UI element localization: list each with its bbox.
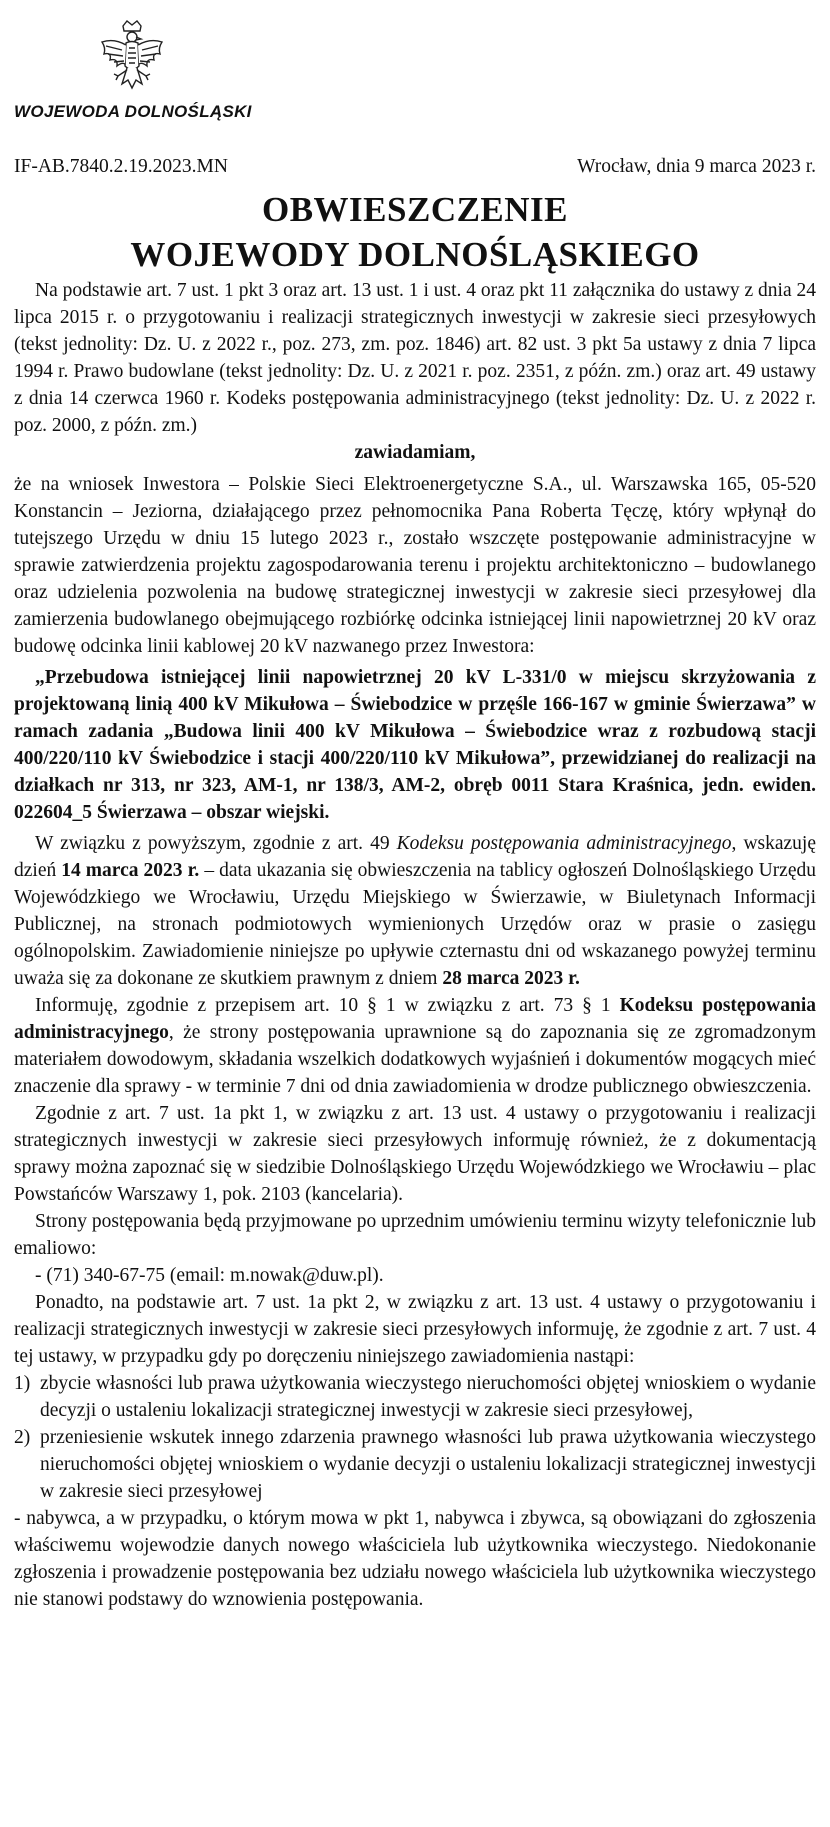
document-title xyxy=(0,187,830,277)
list-item xyxy=(14,1424,816,1505)
p2-text-c: , że strony postępowania uprawnione są do zapoznania się ze zgromadzonym materiałem dowodowym, składania wszelkich dodatkowych wyjaśnień i dokumentów mogących mieć znaczenie dla sprawy - w terminie 7 dni od dnia zawiadomienia w drodze publicznego obwieszczenia. xyxy=(14,1022,816,1097)
title-line-1: OBWIESZCZENIE xyxy=(261,190,569,229)
p1-date-bold: 14 marca 2023 r. xyxy=(61,860,200,881)
appointment-paragraph: Strony postępowania będą przyjmowane po uprzednim umówieniu terminu wizyty telefonicznie lub emaliowo: xyxy=(14,1211,816,1259)
intro-paragraph: że na wniosek Inwestora – Polskie Sieci Elektroenergetyczne S.A., ul. Warszawska 165, 05-520 Konstancin – Jeziorna, działającego przez pełnomocnika Pana Roberta Tęczę, który wpłynął do tutejszego Urzędu w dniu 15 lutego 2023 r., zostało wszczęte postępowanie administracyjne w sprawie zatwierdzenia projektu zagospodarowania terenu i projektu architektoniczno – budowlanego oraz udzielenia pozwolenia na budowę strategicznej inwestycji w zakresie sieci przesyłowej dla zamierzenia budowlanego obejmującego rozbiórkę odcinka istniejącej linii napowietrznej 20 kV oraz budowę odcinka linii kablowej 20 kV nazwanego przez Inwestora: xyxy=(14,474,816,657)
list-item xyxy=(14,1370,816,1424)
list-item-number: 1) xyxy=(14,1373,31,1394)
p1-text-c: – data ukazania się obwieszczenia na tablicy ogłoszeń Dolnośląskiego Urzędu Wojewódzkiego we Wrocławiu, Urzędu Miejskiego w Świerzawie, w Biuletynach Informacji Publicznej, na stronach podmiotowych wymienionych Urzędów oraz w prasie o zasięgu ogólnopolskim. Zawiadomienie niniejsze po upływie czternastu dni od wskazanego powyżej terminu uważa się za dokonane ze skutkiem prawnym z dniem xyxy=(14,860,816,989)
contact-line: - (71) 340-67-75 (email: m.nowak@duw.pl). xyxy=(35,1265,384,1286)
p1-effective-date: 28 marca 2023 r. xyxy=(442,968,580,989)
closing-paragraph: - nabywca, a w przypadku, o którym mowa w pkt 1, nabywca i zbywca, są obowiązani do zgłoszenia właściwemu wojewodzie danych nowego właściciela lub użytkownika wieczystego. Niedokonanie zgłoszenia i prowadzenie postępowania bez udziału nowego właściciela lub użytkownika wieczystego nie stanowi podstawy do wznowienia postępowania. xyxy=(14,1508,816,1610)
project-name-paragraph: „Przebudowa istniejącej linii napowietrznej 20 kV L-331/0 w miejscu skrzyżowania z projektowaną linią 400 kV Mikułowa – Świebodzice w przęśle 166-167 w gminie Świerzawa” w ramach zadania „Budowa linii 400 kV Mikułowa – Świebodzice wraz z rozbudową stacji 400/220/110 kV Świebodzice i stacji 400/220/110 kV Mikułowa”, przewidzianej do realizacji na działkach nr 313, nr 323, AM-1, nr 138/3, AM-2, obręb 0011 Stara Kraśnica, jedn. ewiden. 022604_5 Świerzawa – obszar wiejski. xyxy=(14,667,816,823)
document-date: Wrocław, dnia 9 marca 2023 r. xyxy=(577,156,816,177)
announce-heading: zawiadamiam, xyxy=(354,442,476,463)
document-body xyxy=(14,277,816,1613)
rights-paragraph xyxy=(14,992,816,1100)
notification-date-paragraph xyxy=(14,830,816,992)
ownership-change-list xyxy=(14,1370,816,1505)
office-name: WOJEWODA DOLNOŚLĄSKI xyxy=(14,102,252,121)
list-item-number: 2) xyxy=(14,1427,31,1448)
p1-code-italic: Kodeksu postępowania administracyjnego xyxy=(396,833,732,854)
legal-basis-paragraph: Na podstawie art. 7 ust. 1 pkt 3 oraz art. 13 ust. 1 i ust. 4 oraz pkt 11 załącznika do ustawy z dnia 24 lipca 2015 r. o przygotowaniu i realizacji strategicznych inwestycji w zakresie sieci przesyłowych (tekst jednolity: Dz. U. z 2022 r., poz. 273, zm. poz. 1846) art. 82 ust. 3 pkt 5a ustawy z dnia 7 lipca 1994 r. Prawo budowlane (tekst jednolity: Dz. U. z 2021 r. poz. 2351, z późn. zm.) oraz art. 49 ustawy z dnia 14 czerwca 1960 r. Kodeks postępowania administracyjnego (tekst jednolity: Dz. U. z 2022 r. poz. 2000, z późn. zm.) xyxy=(14,280,816,436)
documentation-paragraph: Zgodnie z art. 7 ust. 1a pkt 1, w związku z art. 13 ust. 4 ustawy o przygotowaniu i realizacji strategicznych inwestycji w zakresie sieci przesyłowych informuję również, że z dokumentacją sprawy można zapoznać się w siedzibie Dolnośląskiego Urzędu Wojewódzkiego we Wrocławiu – plac Powstańców Warszawy 1, pok. 2103 (kancelaria). xyxy=(14,1103,816,1205)
white-eagle-emblem-icon xyxy=(92,18,172,98)
list-item-text: zbycie własności lub prawa użytkowania wieczystego nieruchomości objętej wnioskiem o wydanie decyzji o ustaleniu lokalizacji strategicznej inwestycji w zakresie sieci przesyłowej, xyxy=(40,1373,816,1421)
p1-text-b: , wskazuję dzień xyxy=(14,833,816,881)
p2-code-bold: Kodeksu postępowania administracyjnego xyxy=(14,995,817,1043)
p2-text-a: Informuję, zgodnie z przepisem art. 10 § 1 w związku z art. 73 § 1 xyxy=(35,995,620,1016)
reference-line xyxy=(14,155,816,179)
case-signature: IF-AB.7840.2.19.2023.MN xyxy=(14,156,228,177)
p1-text-a: W związku z powyższym, zgodnie z art. 49 xyxy=(35,833,397,854)
list-item-text: przeniesienie wskutek innego zdarzenia prawnego własności lub prawa użytkowania wieczystego nieruchomości objętej wnioskiem o wydanie decyzji o ustaleniu lokalizacji strategicznej inwestycji w zakresie sieci przesyłowej xyxy=(40,1427,816,1502)
ownership-change-paragraph: Ponadto, na podstawie art. 7 ust. 1a pkt 2, w związku z art. 13 ust. 4 ustawy o przygotowaniu i realizacji strategicznych inwestycji w zakresie sieci przesyłowych informuję, że zgodnie z art. 7 ust. 4 tej ustawy, w przypadku gdy po doręczeniu niniejszego zawiadomienia nastąpi: xyxy=(14,1292,816,1367)
title-line-2: WOJEWODY DOLNOŚLĄSKIEGO xyxy=(130,235,700,274)
